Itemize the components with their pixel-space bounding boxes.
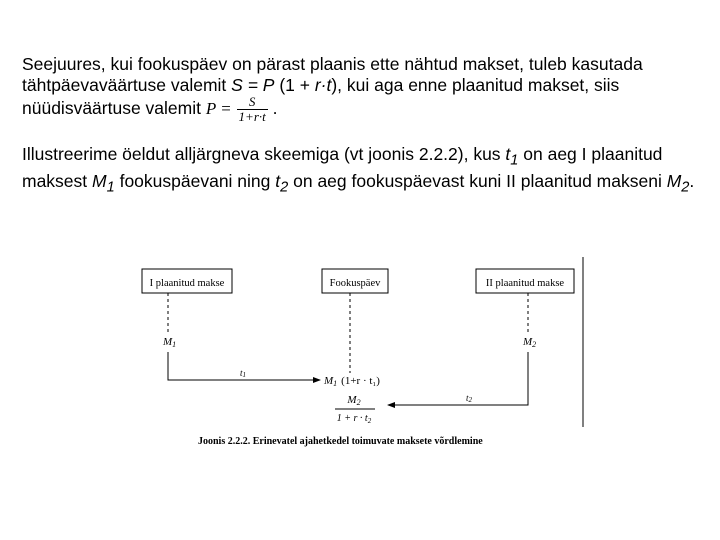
future-value-expression — [323, 375, 380, 388]
var-letter: t — [505, 144, 511, 164]
var-t2 — [275, 171, 289, 196]
label-m1 — [162, 336, 176, 349]
formula-future-value: S = P — [231, 74, 275, 95]
var-t1 — [505, 144, 519, 169]
fraction-denominator: 1+r·t — [238, 109, 266, 124]
box-first-payment — [142, 269, 232, 293]
var-subscript: 1 — [106, 179, 115, 196]
paragraph-illustration — [22, 144, 702, 198]
t-letter: t — [466, 393, 469, 403]
box-focus-day-label: Fookuspäev — [329, 278, 381, 289]
box-second-payment-label: II plaanitud makse — [485, 278, 565, 289]
var-m2 — [666, 171, 690, 196]
label-t2 — [466, 393, 473, 404]
var-subscript: 1 — [510, 152, 519, 169]
m-subscript: 1 — [172, 340, 177, 349]
text: on aeg fookuspäevast kuni II plaanitud makseni — [288, 171, 667, 191]
label-m2 — [522, 336, 536, 349]
paragraph-formulas — [22, 54, 702, 124]
fv-factor: (1+r · t₁) — [341, 375, 380, 387]
formula-present-value: P = — [205, 99, 232, 119]
t-subscript: 2 — [468, 396, 473, 404]
text: . — [267, 98, 278, 119]
formula-rt: r·t — [314, 74, 332, 95]
payment-diagram — [130, 255, 590, 450]
m-letter: M — [523, 336, 533, 348]
fraction-numerator: S — [237, 95, 268, 110]
var-subscript: 2 — [681, 179, 690, 196]
var-letter: t — [275, 171, 281, 191]
pv-letter: M — [347, 394, 357, 406]
m-letter: M — [163, 336, 173, 348]
pv-den-subscript: 2 — [367, 417, 372, 425]
formula-part: (1 + — [274, 74, 315, 95]
pv-numerator — [346, 394, 360, 407]
text: on aeg I plaanitud maksest — [22, 144, 663, 191]
m-subscript: 2 — [532, 340, 537, 349]
text: fookuspäevani ning — [114, 171, 276, 191]
present-value-fraction — [335, 394, 375, 425]
box-first-payment-label: I plaanitud makse — [149, 278, 225, 289]
pv-den-text: 1 + r · t — [336, 413, 368, 424]
text: . — [689, 171, 695, 191]
var-m1 — [92, 171, 115, 196]
t-letter: t — [240, 368, 243, 378]
pv-subscript: 2 — [356, 398, 361, 407]
pv-denominator — [337, 413, 372, 425]
text: Seejuures, kui fookuspäev on pärast plaanis ette nähtud makset, tuleb kasutada tähtpäevaväärtuse valemit — [22, 54, 643, 95]
text: ), kui aga enne plaanitud makset, siis nüüdisväärtuse valemit — [22, 74, 620, 119]
fv-subscript: 1 — [333, 379, 338, 388]
arrow-discounting — [388, 352, 528, 405]
box-second-payment — [476, 269, 574, 293]
formula-fraction — [237, 95, 268, 124]
text: Illustreerime öeldut alljärgneva skeemiga (vt joonis 2.2.2), kus — [22, 144, 506, 164]
box-focus-day — [322, 269, 388, 293]
figure-caption: Joonis 2.2.2. Erinevatel ajahetkedel toimuvate maksete võrdlemine — [198, 436, 483, 447]
var-letter: M — [666, 171, 682, 191]
fv-letter: M — [324, 375, 334, 387]
var-letter: M — [92, 171, 107, 191]
var-subscript: 2 — [280, 179, 289, 196]
label-t1 — [240, 368, 246, 379]
t-subscript: 1 — [242, 371, 247, 379]
